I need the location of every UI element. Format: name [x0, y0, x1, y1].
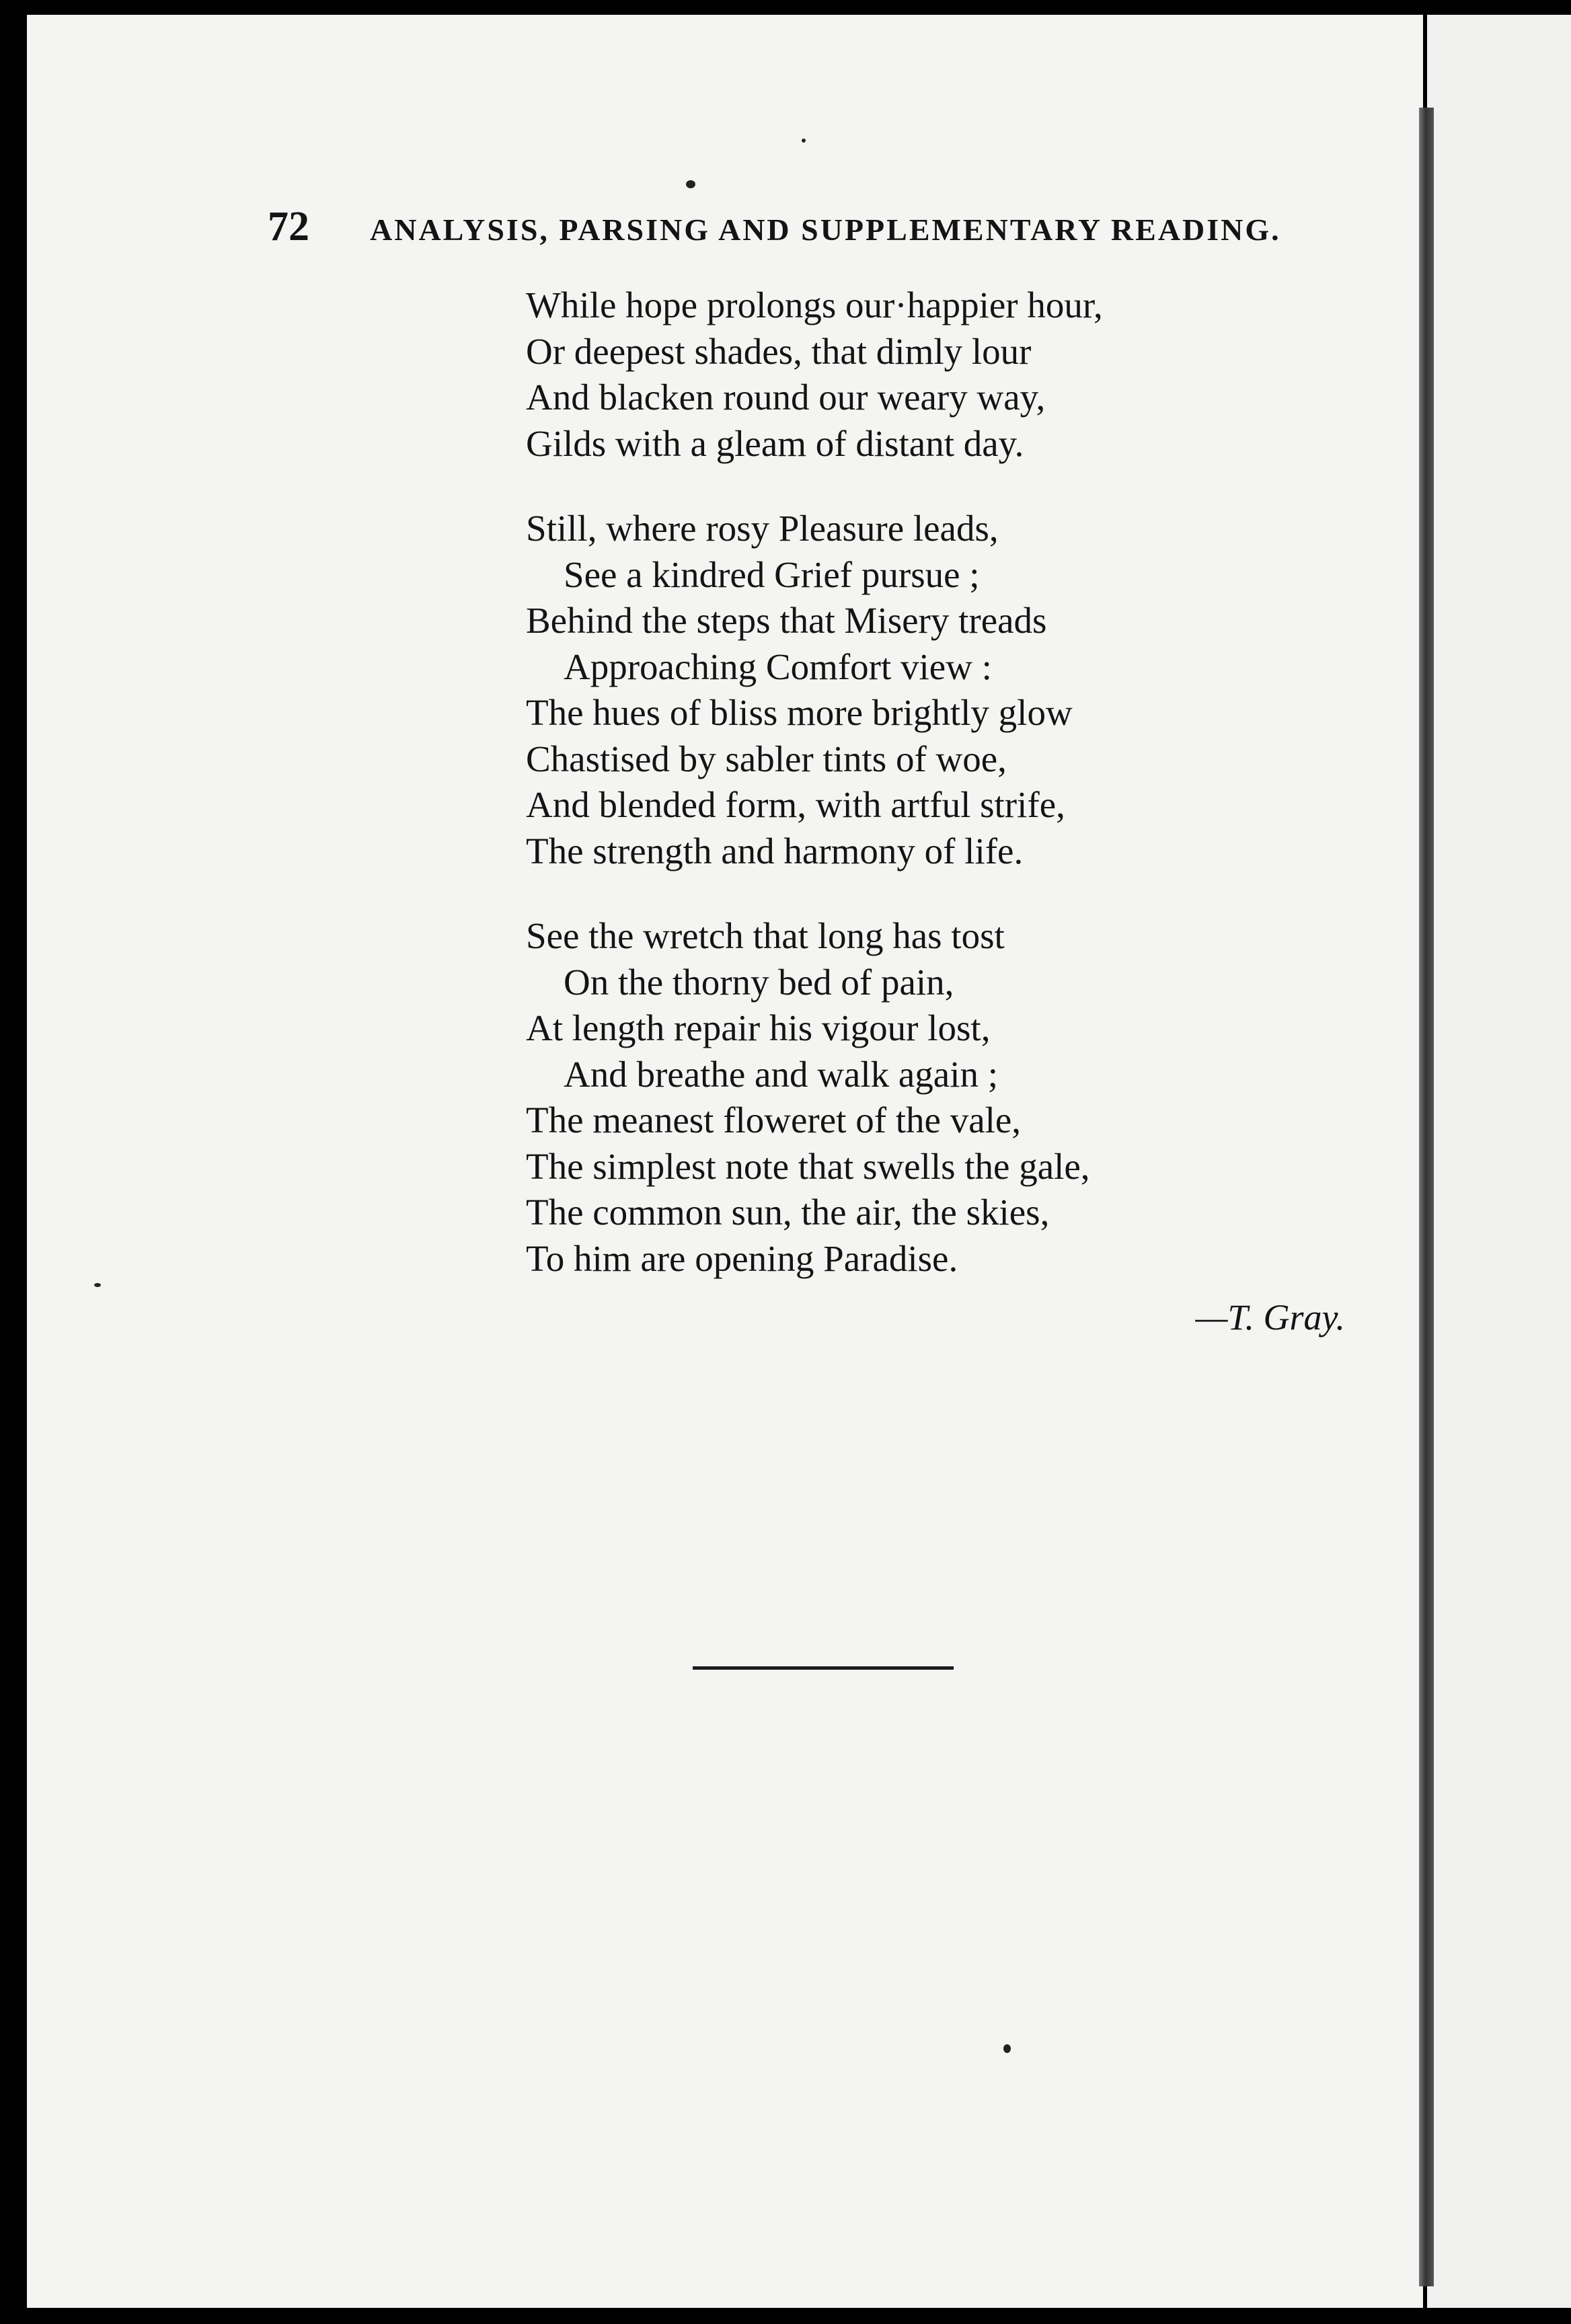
book-spine-shadow — [1419, 108, 1434, 2286]
poem-line: Behind the steps that Misery treads — [526, 600, 1047, 641]
poem-line: To him are opening Paradise. — [526, 1237, 958, 1279]
running-head — [268, 203, 1290, 251]
poem-line: And blended form, with artful strife, — [526, 784, 1065, 825]
poem-line: Chastised by sabler tints of woe, — [526, 738, 1007, 779]
ink-speck — [1003, 2044, 1011, 2053]
poem-line: At length repair his vigour lost, — [526, 1007, 991, 1048]
ink-speck — [686, 180, 695, 188]
poem-line: Still, where rosy Pleasure leads, — [526, 508, 999, 549]
poem-line: The simplest note that swells the gale, — [526, 1145, 1090, 1187]
poem-line: And breathe and walk again ; — [564, 1053, 999, 1095]
page-number: 72 — [268, 204, 309, 249]
running-head-title: ANALYSIS, PARSING AND SUPPLEMENTARY READING. — [370, 212, 1281, 247]
poem-line: The strength and harmony of life. — [526, 830, 1024, 872]
stanza-1 — [526, 282, 1367, 467]
poem-line: On the thorny bed of pain, — [564, 961, 954, 1003]
end-rule — [693, 1666, 954, 1670]
ink-speck — [802, 139, 806, 143]
attribution: —T. Gray. — [1195, 1297, 1345, 1338]
facing-page-edge — [1427, 15, 1571, 2308]
stanza-2 — [526, 506, 1367, 874]
poem-line: See the wretch that long has tost — [526, 915, 1005, 956]
poem-line: Or deepest shades, that dimly lour — [526, 330, 1032, 372]
poem-line: The hues of bliss more brightly glow — [526, 692, 1073, 733]
ink-speck — [94, 1283, 101, 1287]
poem-line: Approaching Comfort view : — [564, 646, 992, 687]
poem-line: And blacken round our weary way, — [526, 377, 1046, 418]
stanza-3 — [526, 913, 1367, 1282]
poem-line: See a kindred Grief pursue ; — [564, 553, 980, 595]
poem-line: The common sun, the air, the skies, — [526, 1192, 1050, 1233]
poem — [526, 282, 1367, 1321]
poem-line: The meanest floweret of the vale, — [526, 1099, 1022, 1140]
poem-line: Gilds with a gleam of distant day. — [526, 422, 1024, 464]
poem-line: While hope prolongs our·happier hour, — [526, 284, 1103, 325]
